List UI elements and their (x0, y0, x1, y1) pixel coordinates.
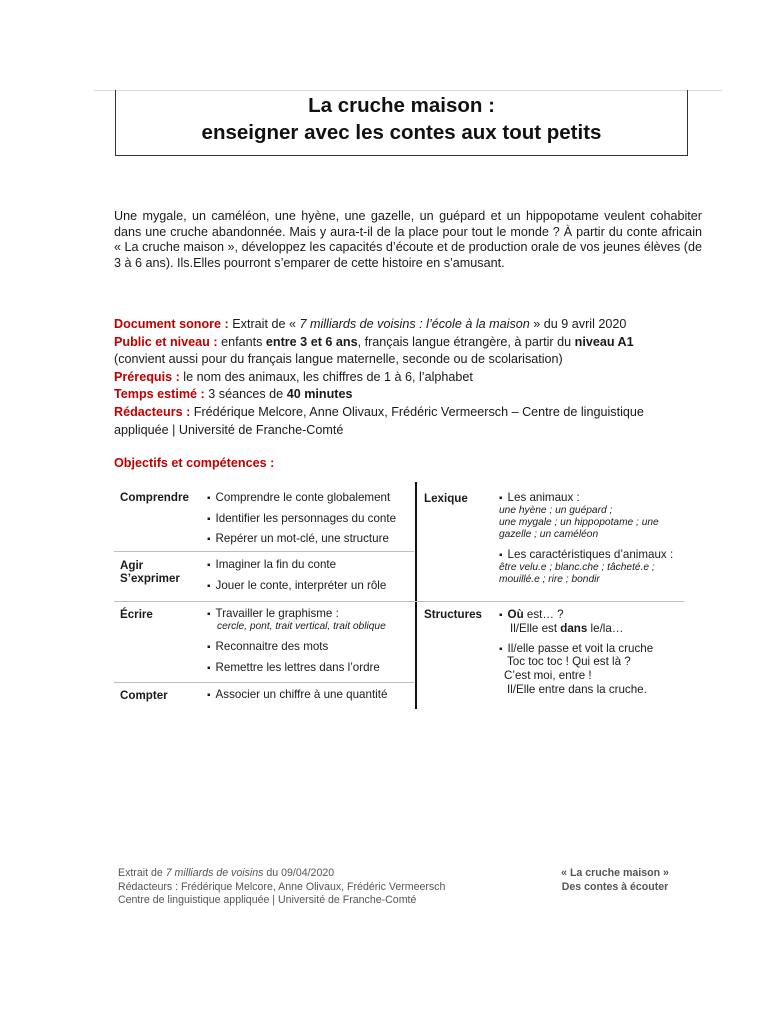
temps-text: 3 séances de (204, 387, 287, 402)
comprendre-item: ▪ Repérer un mot-clé, une structure (207, 532, 389, 547)
lexique-item-detail: gazelle ; un caméléon (499, 529, 599, 540)
document-sonore-label: Document sonore : (114, 317, 229, 331)
footer-institution: Centre de linguistique appliquée | Université de Franche-Comté (118, 894, 417, 907)
footer-authors: Rédacteurs : Frédérique Melcore, Anne Olivaux, Frédéric Vermeersch (118, 880, 446, 893)
ecrire-item-detail: cercle, pont, trait vertical, trait oblique (217, 621, 386, 632)
public-text-1: enfants (217, 334, 266, 349)
structure-item-2: ▪ Il/elle passe et voit la cruche (499, 642, 653, 657)
lexique-item-detail: une mygale ; un hippopotame ; une (499, 517, 659, 528)
structure-item-1-line-2 (510, 622, 623, 636)
structure-text: Il/Elle est (510, 622, 561, 635)
public-age: entre 3 et 6 ans (265, 334, 358, 349)
footer-source-title: 7 milliards de voisins (165, 867, 264, 879)
footer-source (118, 867, 445, 881)
prerequis-line (114, 369, 714, 387)
prerequis-text: le nom des animaux, les chiffres de 1 à 6, l’alphabet (179, 369, 473, 384)
redacteurs-label: Rédacteurs : (114, 404, 191, 419)
row-divider-3 (114, 682, 414, 683)
agir-item: ▪ Imaginer la fin du conte (207, 558, 336, 573)
public-line (114, 334, 714, 352)
lexique-item-detail: une hyène ; un guépard ; (499, 505, 613, 516)
document-sonore-title: 7 milliards de voisins : l’école à la maison (299, 317, 530, 331)
structures-label: Structures (424, 608, 482, 621)
structure-item-2-line: Toc toc toc ! Qui est là ? (507, 655, 631, 668)
document-sonore-date: » du 9 avril 2020 (529, 317, 627, 331)
redacteurs-text: Frédérique Melcore, Anne Olivaux, Frédéric Vermeersch – Centre de linguistique (190, 404, 644, 419)
comprendre-label: Comprendre (120, 491, 189, 504)
footer-source-date: du 09/04/2020 (263, 867, 335, 879)
ecrire-item: ▪ Travailler le graphisme : (207, 607, 339, 622)
footer-series: Des contes à écouter (561, 880, 669, 893)
temps-line (114, 386, 714, 404)
lexique-label: Lexique (424, 492, 468, 505)
redacteurs-line-2: appliquée | Université de Franche-Comté (114, 422, 344, 437)
document-sonore-line (114, 316, 714, 334)
lexique-item: ▪ Les caractéristiques d’animaux : (499, 548, 673, 563)
public-level: niveau A1 (574, 334, 634, 349)
redacteurs-line (114, 404, 714, 422)
public-label: Public et niveau : (114, 334, 218, 349)
compter-label: Compter (120, 689, 168, 702)
ecrire-item: ▪ Remettre les lettres dans l’ordre (207, 661, 380, 676)
title-line-2: enseigner avec les contes aux tout petits (201, 121, 602, 144)
ecrire-item: ▪ Reconnaitre des mots (207, 640, 328, 655)
temps-duration: 40 minutes (286, 387, 353, 402)
structure-item-2-line: Il/Elle entre dans la cruche. (507, 683, 647, 696)
lexique-item-detail: mouillé.e ; rire ; bondir (499, 574, 600, 585)
row-divider-2 (114, 601, 684, 602)
sexprimer-label: S’exprimer (120, 572, 180, 585)
objectives-title: Objectifs et compétences : (114, 456, 275, 470)
lexique-item: ▪ Les animaux : (499, 491, 580, 506)
comprendre-item: ▪ Comprendre le conte globalement (207, 491, 390, 506)
footer-left (118, 867, 445, 908)
ecrire-label: Écrire (120, 608, 153, 621)
comprendre-item: ▪ Identifier les personnages du conte (207, 512, 396, 527)
prerequis-label: Prérequis : (114, 369, 180, 384)
structure-item-1 (499, 608, 564, 623)
agir-item: ▪ Jouer le conte, interpréter un rôle (207, 579, 386, 594)
agir-label: Agir (120, 559, 144, 572)
structure-item-2-line: C’est moi, entre ! (504, 669, 592, 682)
title-box (115, 90, 688, 156)
structure-keyword: dans (560, 622, 588, 635)
temps-label: Temps estimé : (114, 387, 205, 402)
lexique-item-detail: être velu.e ; blanc.che ; tâcheté.e ; (499, 562, 655, 573)
table-vertical-divider (415, 482, 417, 709)
intro-paragraph: Une mygale, un caméléon, une hyène, une gazelle, un guépard et un hippopotame veulent cohabiter dans une cruche abandonnée. Mais y aura-t-il de la place pour tout le monde ? À partir du conte africain « La cruche maison », développez les capacités d’écoute et de production orale de vos jeunes élèves (de 3 à 6 ans). Ils.Elles pourront s’emparer de cette histoire en s’amusant. (114, 209, 702, 270)
structure-text: est… ? (523, 608, 564, 621)
footer-source-text: Extrait de (118, 867, 166, 879)
row-divider-1 (114, 551, 414, 552)
public-text-2: , français langue étrangère, à partir du (357, 334, 575, 349)
structure-text: le/la… (587, 622, 624, 635)
title-line-1: La cruche maison : (308, 94, 495, 117)
document-sonore-text: Extrait de « (228, 317, 300, 331)
structure-keyword: Où (507, 608, 524, 621)
footer-story-title: « La cruche maison » (561, 867, 669, 879)
meta-block (114, 316, 714, 439)
public-line-2: (convient aussi pour du français langue maternelle, seconde ou de scolarisation) (114, 352, 563, 367)
compter-item: ▪ Associer un chiffre à une quantité (207, 688, 387, 703)
footer-right (556, 867, 674, 894)
